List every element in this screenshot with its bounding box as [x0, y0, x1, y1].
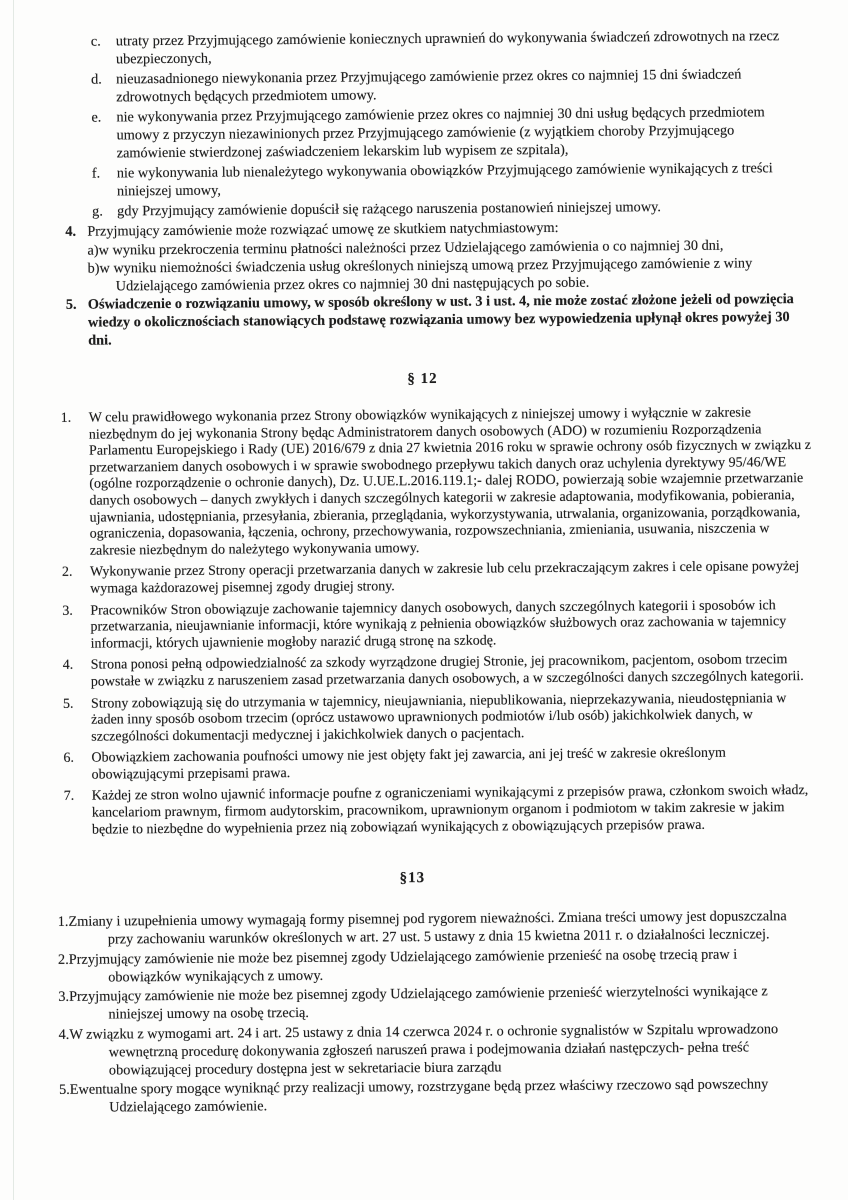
list-marker: b) [87, 260, 100, 277]
list-item-text: gdy Przyjmujący zamówienie dopuścił się rażącego naruszenia postanowień niniejszej umowy. [117, 199, 661, 220]
section-12-heading: § 12 [407, 370, 438, 388]
list-marker: 2. [57, 951, 69, 968]
section12-item-4 [63, 652, 813, 691]
section12-item-6 [63, 745, 813, 784]
list-marker: 4. [62, 658, 74, 674]
list-item-d [91, 65, 801, 107]
list-marker: f. [91, 165, 101, 182]
list-marker: 1. [57, 914, 69, 931]
list-item-c [91, 27, 801, 69]
list-item-text: Oświadczenie o rozwiązaniu umowy, w sposób określony w ust. 3 i ust. 4, nie może zostać złożone jeżeli od powzięcia wiedzy o okolicznościach stanowiących podstawę rozwiązania umowy bez wypowiedzenia upłynął okres powyżej 30 dni. [87, 291, 794, 349]
list-item-text: Przyjmujący zamówienie nie może bez pisemnej zgody Udzielającego zamówienie przenieść na osobę trzecią praw i obowiązków wynikających z umowy. [68, 946, 738, 986]
list-item-text: Wykonywanie przez Strony operacji przetwarzania danych w zakresie lub celu przekraczającym zakres i cele opisane powyżej wymaga każdorazowej pisemnej zgody drugiej strony. [89, 559, 800, 597]
list-marker: 2. [61, 565, 73, 581]
section12-item-3 [62, 597, 812, 653]
list-item-text: Pracowników Stron obowiązuje zachowanie tajemnicy danych osobowych, danych szczególnych kategorii i sposobów ich przetwarzania, nieujawnianie informacji, które wynikają z pełnienia obowiązków służbowych oraz zachowania w tajemnicy informacji, których ujawnienie mogłoby narazić drugą stronę na szkodę. [90, 597, 787, 652]
list-item-text: w wyniku niemożności świadczenia usług określonych niniejszą umową przez Przyjmującego zamówienie z winy Udzielającego zamówienia przez okres co najmniej 30 dni następujących po sobie. [99, 255, 753, 295]
list-marker: 6. [63, 751, 75, 767]
list-marker: 4. [58, 1026, 70, 1043]
section-13-heading: §13 [399, 870, 426, 887]
list-item-text: Zmiany i uzupełnienia umowy wymagają formy pisemnej pod rygorem nieważności. Zmiana treści umowy jest dopuszczalna przy zachowaniu warunków określonych w art. 27 ust. 5 ustawy z dnia 15 kwietna 2011 r. o działalności leczniczej. [68, 908, 787, 948]
list-item-5 [66, 290, 808, 350]
list-marker: 4. [65, 223, 77, 240]
section-13-list [58, 908, 813, 1118]
list-marker: 5. [58, 1082, 70, 1099]
section13-item-3 [58, 983, 811, 1025]
list-item-text: W celu prawidłowego wykonania przez Strony obowiązków wynikających z niniejszej umowy i wyłącznie w zakresie niezbędnym do jej wykonania Strony będąc Administratorem danych osobowych (ADO) w rozumieniu Rozporządzenia Parlamentu Europejskiego i Rady (UE) 2016/679 z dnia 27 kwietnia 2016 roku w sprawie ochrony osób fizycznych w związku z przetwarzaniem danych osobowych i w sprawie swobodnego przepływu takich danych oraz uchylenia dyrektywy 95/46/WE (ogólne rozporządzenie o ochronie danych), Dz. U.UE.L.2016.119.1;- dalej RODO, powierzają sobie wzajemnie przetwarzanie danych osobowych – danych zwykłych i danych szczególnych kategorii w zakresie adaptowania, modyfikowania, pobierania, ujawniania, udostępniania, przesyłania, zbierania, przeglądania, wykorzystywania, utrwalania, organizowania, porządkowania, ograniczenia, dopasowania, łączenia, ochrony, przechowywania, rozpowszechniania, zmieniania, usuwania, niszczenia w zakresie niezbędnym do należytego wykonywania umowy. [88, 405, 812, 559]
list-marker: d. [91, 71, 102, 88]
list-item-text: W związku z wymogami art. 24 i art. 25 ustawy z dnia 14 czerwca 2024 r. o ochronie sygnalistów w Szpitalu wprowadzono wewnętrzną procedurę dokonywania zgłoszeń naruszeń prawa i podejmowania działań następczych- pełna treść obowiązującej procedury dostępna jest w sekretariacie biura zarządu [69, 1021, 779, 1079]
list-item-text: Strona ponosi pełną odpowiedzialność za szkody wyrządzone drugiej Stronie, jej pracownikom, pacjentom, osobom trzecim powstałe w związku z naruszeniem zasad przetwarzania danych osobowych, a w szczególności danych szczególnych kategorii. [90, 652, 804, 690]
list-item-text: nie wykonywania lub nienależytego wykonywania obowiązków Przyjmującego zamówienie wynikających z treści niniejszej umowy, [116, 160, 773, 200]
list-marker: a) [87, 242, 99, 259]
section13-item-1 [58, 908, 811, 950]
section12-item-7 [64, 783, 814, 839]
section13-item-4 [59, 1021, 812, 1080]
list-marker: 5. [62, 696, 74, 712]
list-marker: c. [90, 33, 101, 50]
section12-item-2 [62, 559, 812, 598]
list-marker: 5. [65, 296, 77, 313]
lettered-list [91, 27, 802, 221]
list-item-text: w wyniku przekroczenia terminu płatności należności przez Udzielającego zamówienia o co najmniej 30 dni, [98, 237, 724, 259]
list-item-text: Przyjmujący zamówienie może rozwiązać umowę ze skutkiem natychmiastowym: [87, 219, 559, 240]
list-marker: 3. [62, 603, 73, 619]
list-marker: 1. [60, 410, 72, 426]
list-item-text: nieuzasadnionego niewykonania przez Przyjmującego zamówienie przez okres co najmniej 15 dni świadczeń zdrowotnych będących przedmiotem umowy. [116, 66, 742, 106]
list-subitem-b [88, 254, 808, 296]
list-item-text: Przyjmujący zamówienie nie może bez pisemnej zgody Udzielającego zamówienie przenieść wierzytelności wynikające z niniejszej umowy na osobę trzecią. [68, 983, 768, 1023]
document-content [0, 27, 848, 1121]
section13-item-5 [59, 1076, 812, 1118]
list-item-text: Ewentualne spory mogące wyniknąć przy realizacji umowy, rozstrzygane będą przez właściwy rzeczowo sąd powszechny Udzielającego zamówienie. [69, 1076, 769, 1116]
list-item-e [91, 103, 801, 163]
list-item-text: Obowiązkiem zachowania poufności umowy nie jest objęty fakt jej zawarcia, ani jej treść w zakresie określonym obowiązującymi przepisami prawa. [91, 745, 726, 783]
list-marker: 3. [58, 989, 70, 1006]
section12-item-1 [61, 405, 812, 560]
section-12-list [61, 405, 814, 839]
numbered-list [65, 217, 808, 350]
list-item-text: utraty przez Przyjmującego zamówienie koniecznych uprawnień do wykonywania świadczeń zdrowotnych na rzecz ubezpieczonych, [115, 28, 780, 68]
list-item-text: Strony zobowiązują się do utrzymania w tajemnicy, nieujawniania, niepublikowania, nieprzekazywania, nieudostępniania w żaden inny sposób osobom trzecim (oprócz ustawowo uprawnionych podmiotów i/lub osób) jakichkolwiek danych, w szczególności dokumentacji medycznej i jakichkolwiek danych o pacjentach. [90, 690, 787, 745]
section13-item-2 [58, 946, 811, 988]
list-item-text: nie wykonywania przez Przyjmującego zamówienie przez okres co najmniej 30 dni usług będących przedmiotem umowy z przyczyn niezawinionych przez Przyjmującego zamówienie (z wyjątkiem choroby Przyjmującego zamówienie stwierdzonej zaświadczeniem lekarskim lub wypisem ze szpitala), [116, 104, 765, 162]
list-item-text: Każdej ze stron wolno ujawnić informacje poufne z ograniczeniami wynikającymi z przepisów prawa, członkom swoich władz, kancelariom prawnym, firmom audytorskim, pracownikom, uprawnionym organom i podmiotom w takim zakresie w jakim będzie to niezbędne do wypełnienia przez nią zobowiązań wynikających z obowiązujących przepisów prawa. [91, 783, 809, 838]
list-item-f [92, 159, 802, 201]
list-marker: 7. [63, 789, 75, 805]
list-marker: g. [92, 203, 103, 220]
list-marker: e. [91, 109, 102, 126]
section12-item-5 [63, 690, 813, 746]
